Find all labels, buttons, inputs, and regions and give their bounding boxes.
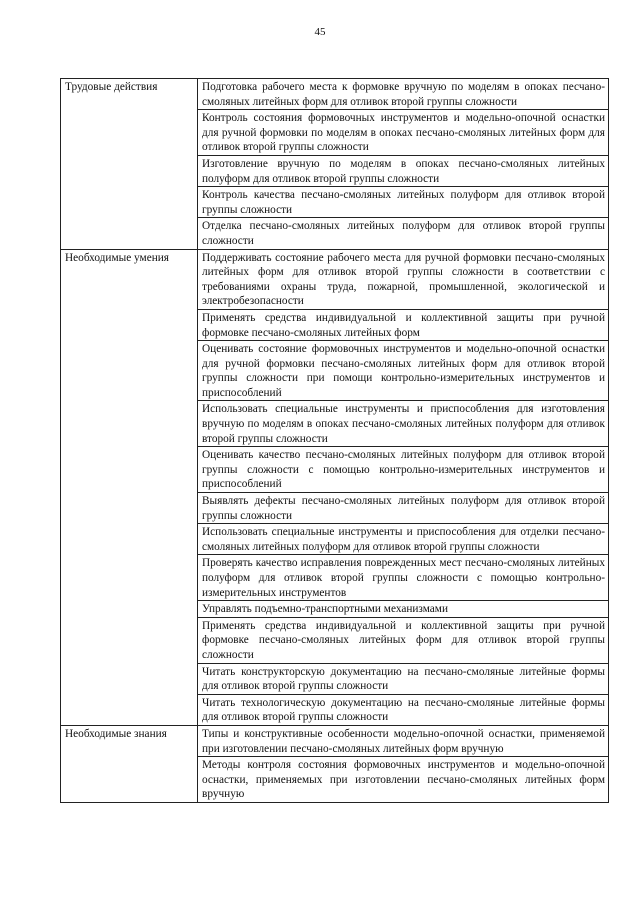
requirement-item: Отделка песчано-смоляных литейных полуформ для отливок второй группы сложности — [198, 218, 609, 249]
requirement-item: Применять средства индивидуальной и коллективной защиты при ручной формовке песчано-смоляных литейных форм — [198, 309, 609, 340]
table-row — [61, 725, 609, 756]
page-number: 45 — [314, 26, 326, 38]
requirement-item: Читать конструкторскую документацию на песчано-смоляные литейные формы для отливок второй группы сложности — [198, 663, 609, 694]
requirement-item: Применять средства индивидуальной и коллективной защиты при ручной формовке песчано-смоляных литейных форм для отливок второй группы сложности — [198, 617, 609, 663]
requirement-item: Контроль состояния формовочных инструментов и модельно-опочной оснастки для ручной формовки по моделям в опоках песчано-смоляных литейных форм для отливок второй группы сложности — [198, 110, 609, 156]
requirement-item: Поддерживать состояние рабочего места для ручной формовки песчано-смоляных литейных форм для отливок второй группы сложности в соответствии с требованиями охраны труда, пожарной, промышленной, экологической и электробезопасности — [198, 249, 609, 309]
requirement-item: Методы контроля состояния формовочных инструментов и модельно-опочной оснастки, применяемых при изготовлении песчано-смоляных литейных форм вручную — [198, 757, 609, 803]
requirement-item: Типы и конструктивные особенности модельно-опочной оснастки, применяемой при изготовлении песчано-смоляных литейных форм вручную — [198, 725, 609, 756]
requirement-item: Использовать специальные инструменты и приспособления для отделки песчано-смоляных литейных полуформ для отливок второй группы сложности — [198, 524, 609, 555]
requirement-item: Читать технологическую документацию на песчано-смоляные литейные формы для отливок второй группы сложности — [198, 694, 609, 725]
requirement-item: Управлять подъемно-транспортными механизмами — [198, 601, 609, 618]
table-row — [61, 79, 609, 110]
section-heading: Трудовые действия — [61, 79, 198, 250]
section-heading: Необходимые умения — [61, 249, 198, 725]
requirement-item: Использовать специальные инструменты и приспособления для изготовления вручную по моделям в опоках песчано-смоляных литейных полуформ для отливок второй группы сложности — [198, 401, 609, 447]
requirement-item: Выявлять дефекты песчано-смоляных литейных полуформ для отливок второй группы сложности — [198, 493, 609, 524]
section-heading: Необходимые знания — [61, 725, 198, 802]
requirement-item: Подготовка рабочего места к формовке вручную по моделям в опоках песчано-смоляных литейных форм для отливок второй группы сложности — [198, 79, 609, 110]
requirement-item: Проверять качество исправления поврежденных мест песчано-смоляных литейных полуформ для отливок второй группы сложности с помощью контрольно-измерительных инструментов — [198, 555, 609, 601]
requirement-item: Оценивать состояние формовочных инструментов и модельно-опочной оснастки для ручной формовки песчано-смоляных литейных форм для отливок второй группы сложности при помощи контрольно-измерительных инструментов и приспособлений — [198, 341, 609, 401]
table-row — [61, 249, 609, 309]
requirements-table — [60, 78, 609, 803]
requirement-item: Контроль качества песчано-смоляных литейных полуформ для отливок второй группы сложности — [198, 187, 609, 218]
requirement-item: Оценивать качество песчано-смоляных литейных полуформ для отливок второй группы сложности с помощью контрольно-измерительных инструментов и приспособлений — [198, 447, 609, 493]
requirement-item: Изготовление вручную по моделям в опоках песчано-смоляных литейных полуформ для отливок второй группы сложности — [198, 155, 609, 186]
